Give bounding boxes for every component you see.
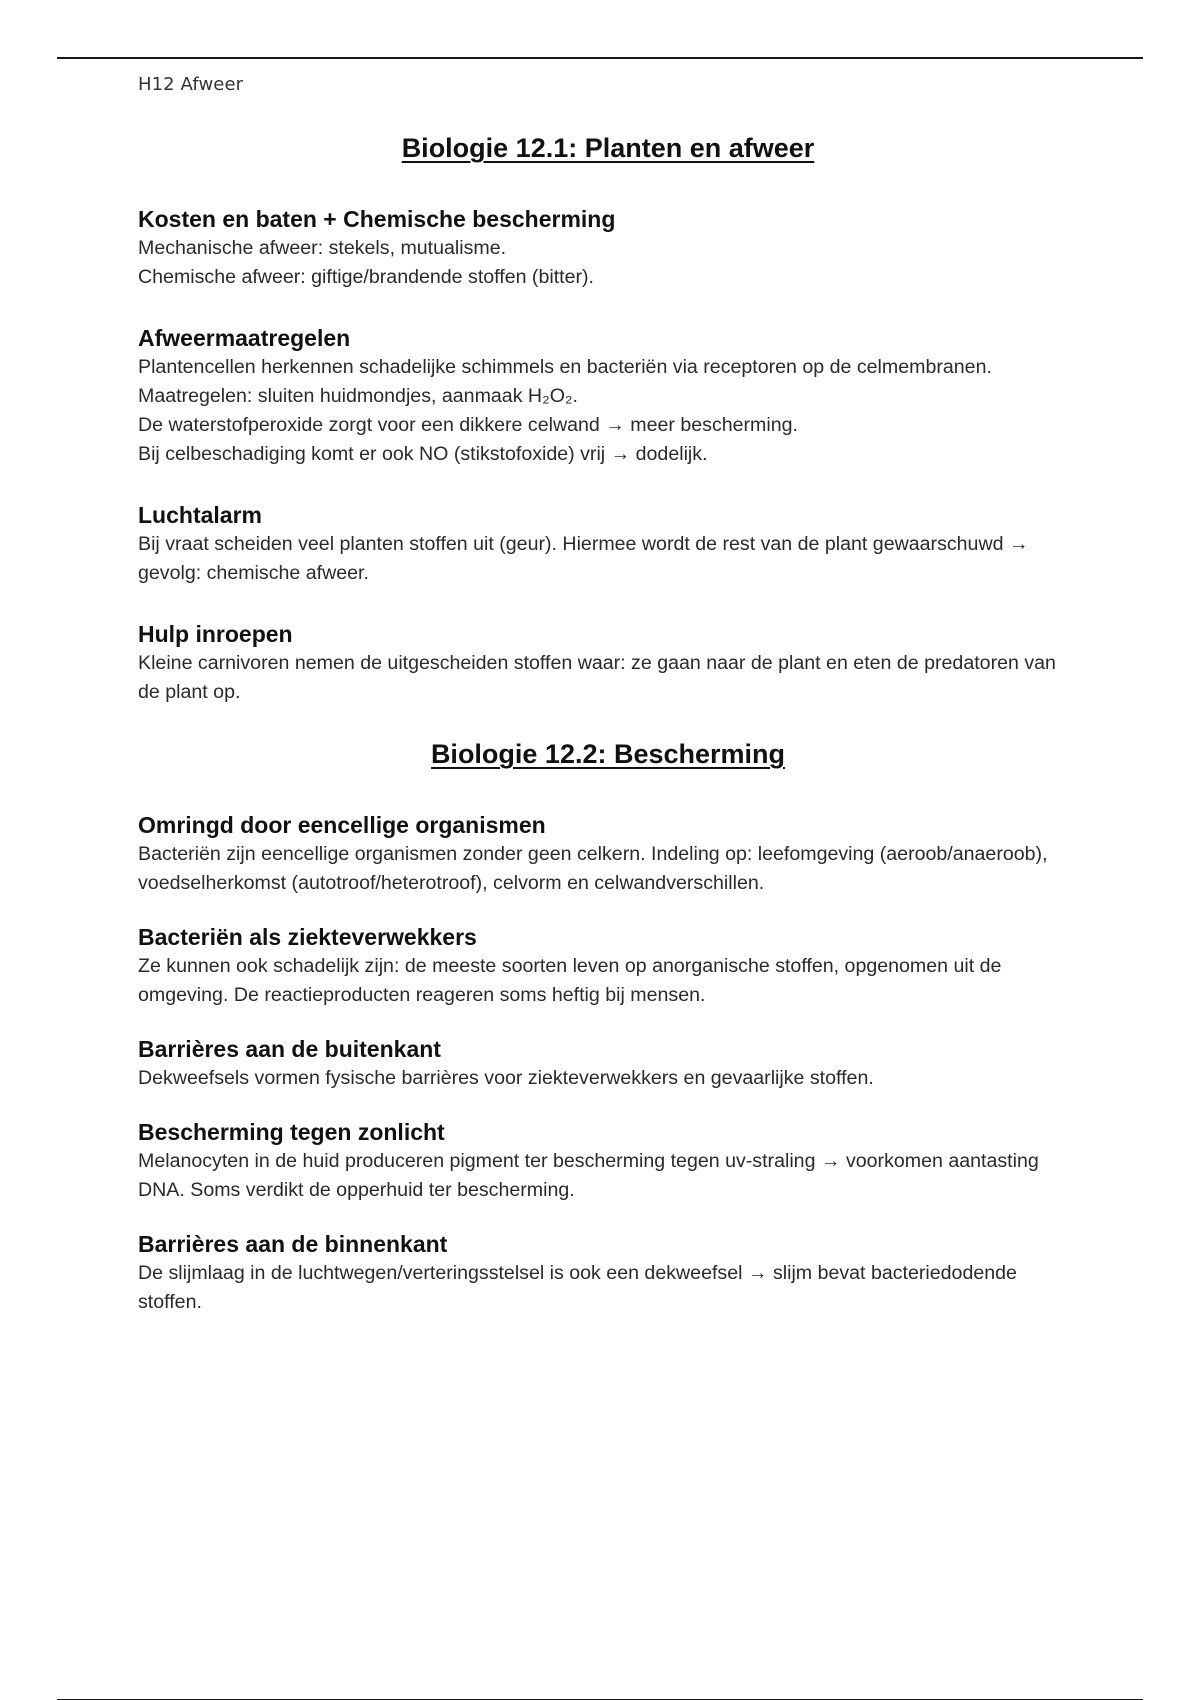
block-body: De slijmlaag in de luchtwegen/verteringsstelsel is ook een dekweefsel → slijm bevat bacteriedodende stoffen.: [138, 1262, 1017, 1313]
block-body: Ze kunnen ook schadelijk zijn: de meeste soorten leven op anorganische stoffen, opgenomen uit de omgeving. De reactieproducten reageren soms heftig bij mensen.: [138, 955, 1002, 1006]
header-rule: [57, 57, 1143, 59]
block-afweermaatregelen: [138, 323, 1078, 469]
block-barrieres-buitenkant: [138, 1034, 1078, 1093]
block-zonlicht: [138, 1117, 1078, 1205]
block-kosten-en-baten: [138, 204, 1078, 292]
block-heading: Bacteriën als ziekteverwekkers: [138, 924, 477, 950]
section-title-planten-en-afweer: Biologie 12.1: Planten en afweer: [401, 133, 815, 163]
block-body: Melanocyten in de huid produceren pigment ter bescherming tegen uv-straling → voorkomen aantasting DNA. Soms verdikt de opperhuid ter bescherming.: [138, 1150, 1039, 1201]
block-heading: Kosten en baten + Chemische bescherming: [138, 206, 616, 232]
block-luchtalarm: [138, 500, 1078, 588]
block-hulp-inroepen: [138, 619, 1078, 707]
block-body: Bacteriën zijn eencellige organismen zonder geen celkern. Indeling op: leefomgeving (aeroob/anaeroob), voedselherkomst (autotroof/heterotroof), celvorm en celwandverschillen.: [138, 843, 1048, 894]
block-heading: Barrières aan de binnenkant: [138, 1231, 448, 1257]
block-heading: Bescherming tegen zonlicht: [138, 1119, 445, 1145]
block-eencellige-organismen: [138, 810, 1078, 898]
block-body: Dekweefsels vormen fysische barrières voor ziekteverwekkers en gevaarlijke stoffen.: [138, 1067, 874, 1089]
block-body: Mechanische afweer: stekels, mutualisme. Chemische afweer: giftige/brandende stoffen (bitter).: [138, 237, 594, 288]
block-body: Bij vraat scheiden veel planten stoffen uit (geur). Hiermee wordt de rest van de plant gewaarschuwd → gevolg: chemische afweer.: [138, 533, 1029, 584]
block-barrieres-binnenkant: [138, 1229, 1078, 1317]
block-body: Plantencellen herkennen schadelijke schimmels en bacteriën via receptoren op de celmembranen. Maatregelen: sluiten huidmondjes, aanmaak H₂O₂. De waterstofperoxide zorgt voor een dikkere celwand → meer bescherming. Bij celbeschadiging komt er ook NO (stikstofoxide) vrij → dodelijk.: [138, 356, 992, 465]
block-heading: Hulp inroepen: [138, 621, 293, 647]
block-heading: Barrières aan de buitenkant: [138, 1036, 441, 1062]
block-ziekteverwekkers: [138, 922, 1078, 1010]
block-heading: Luchtalarm: [138, 502, 262, 528]
block-body: Kleine carnivoren nemen de uitgescheiden stoffen waar: ze gaan naar de plant en eten de predatoren van de plant op.: [138, 652, 1056, 703]
block-heading: Omringd door eencellige organismen: [138, 812, 546, 838]
section-title-bescherming: Biologie 12.2: Bescherming: [430, 739, 786, 769]
block-heading: Afweermaatregelen: [138, 325, 351, 351]
running-header: H12 Afweer: [138, 74, 244, 95]
document-body: [138, 128, 1078, 1317]
